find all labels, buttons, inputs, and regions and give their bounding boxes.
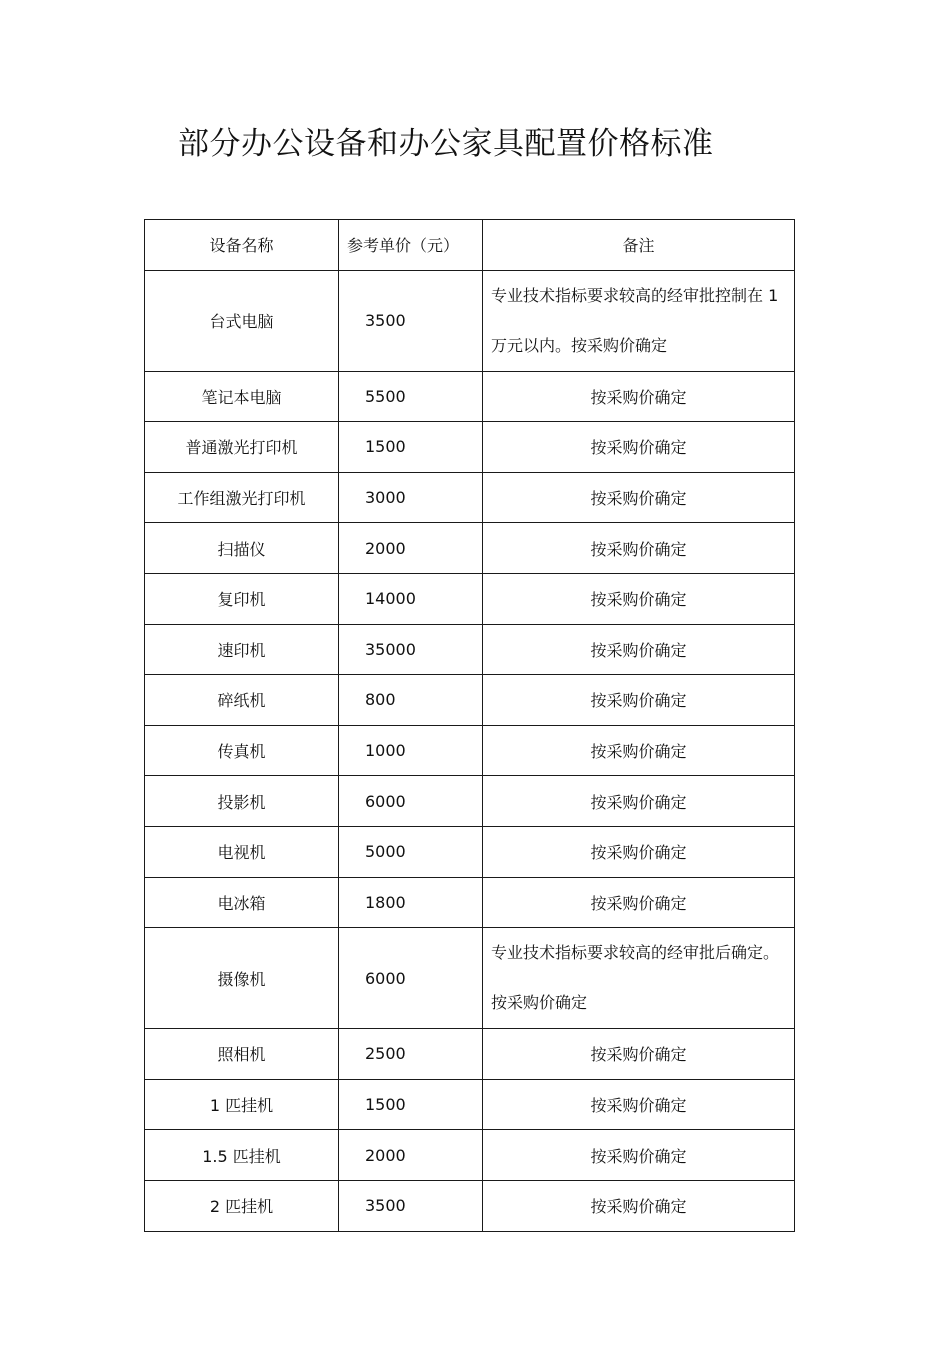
equipment-name: 台式电脑: [145, 270, 339, 371]
equipment-name: 复印机: [145, 573, 339, 624]
remarks: 按采购价确定: [483, 1180, 795, 1231]
reference-price: 2000: [339, 1130, 483, 1181]
remarks: 按采购价确定: [483, 725, 795, 776]
reference-price: 5000: [339, 826, 483, 877]
page-title: 部分办公设备和办公家具配置价格标准: [178, 126, 714, 162]
reference-price: 1800: [339, 877, 483, 928]
table-row: [145, 472, 795, 523]
remarks: 按采购价确定: [483, 1079, 795, 1130]
table-row: [145, 776, 795, 827]
reference-price: 6000: [339, 776, 483, 827]
remarks: 按采购价确定: [483, 826, 795, 877]
reference-price: 1500: [339, 1079, 483, 1130]
remarks: 按采购价确定: [483, 1029, 795, 1080]
equipment-name: 投影机: [145, 776, 339, 827]
table-row: [145, 1029, 795, 1080]
equipment-name: 扫描仪: [145, 523, 339, 574]
equipment-name: 电冰箱: [145, 877, 339, 928]
reference-price: 6000: [339, 928, 483, 1029]
remarks: 按采购价确定: [483, 472, 795, 523]
table-row: [145, 270, 795, 371]
table-row: [145, 877, 795, 928]
table-row: [145, 1079, 795, 1130]
price-standard-table: [144, 219, 795, 1232]
equipment-name: 照相机: [145, 1029, 339, 1080]
equipment-name: 2 匹挂机: [145, 1180, 339, 1231]
remarks: 按采购价确定: [483, 877, 795, 928]
table-row: [145, 725, 795, 776]
remarks: 按采购价确定: [483, 624, 795, 675]
header-remarks: 备注: [483, 220, 795, 271]
table-row: [145, 1180, 795, 1231]
header-equipment-name: 设备名称: [145, 220, 339, 271]
equipment-name: 摄像机: [145, 928, 339, 1029]
equipment-name: 普通激光打印机: [145, 422, 339, 473]
remarks: 按采购价确定: [483, 573, 795, 624]
reference-price: 14000: [339, 573, 483, 624]
equipment-name: 电视机: [145, 826, 339, 877]
reference-price: 3000: [339, 472, 483, 523]
equipment-name: 1 匹挂机: [145, 1079, 339, 1130]
equipment-name: 1.5 匹挂机: [145, 1130, 339, 1181]
remarks: 按采购价确定: [483, 675, 795, 726]
header-reference-price: 参考单价（元）: [339, 220, 483, 271]
reference-price: 35000: [339, 624, 483, 675]
reference-price: 2000: [339, 523, 483, 574]
table-row: [145, 1130, 795, 1181]
table-row: [145, 624, 795, 675]
reference-price: 3500: [339, 1180, 483, 1231]
table-row: [145, 523, 795, 574]
table-row: [145, 826, 795, 877]
reference-price: 1000: [339, 725, 483, 776]
equipment-name: 工作组激光打印机: [145, 472, 339, 523]
table-row: [145, 675, 795, 726]
reference-price: 1500: [339, 422, 483, 473]
reference-price: 5500: [339, 371, 483, 422]
equipment-name: 碎纸机: [145, 675, 339, 726]
equipment-name: 笔记本电脑: [145, 371, 339, 422]
remarks: 按采购价确定: [483, 1130, 795, 1181]
table-row: [145, 928, 795, 1029]
table-row: [145, 573, 795, 624]
equipment-name: 速印机: [145, 624, 339, 675]
table-row: [145, 422, 795, 473]
remarks: 专业技术指标要求较高的经审批控制在 1 万元以内。按采购价确定: [483, 270, 795, 371]
remarks: 按采购价确定: [483, 523, 795, 574]
reference-price: 3500: [339, 270, 483, 371]
reference-price: 800: [339, 675, 483, 726]
remarks: 按采购价确定: [483, 371, 795, 422]
remarks: 按采购价确定: [483, 776, 795, 827]
table-row: [145, 371, 795, 422]
table-header-row: [145, 220, 795, 271]
reference-price: 2500: [339, 1029, 483, 1080]
equipment-name: 传真机: [145, 725, 339, 776]
remarks: 专业技术指标要求较高的经审批后确定。按采购价确定: [483, 928, 795, 1029]
remarks: 按采购价确定: [483, 422, 795, 473]
